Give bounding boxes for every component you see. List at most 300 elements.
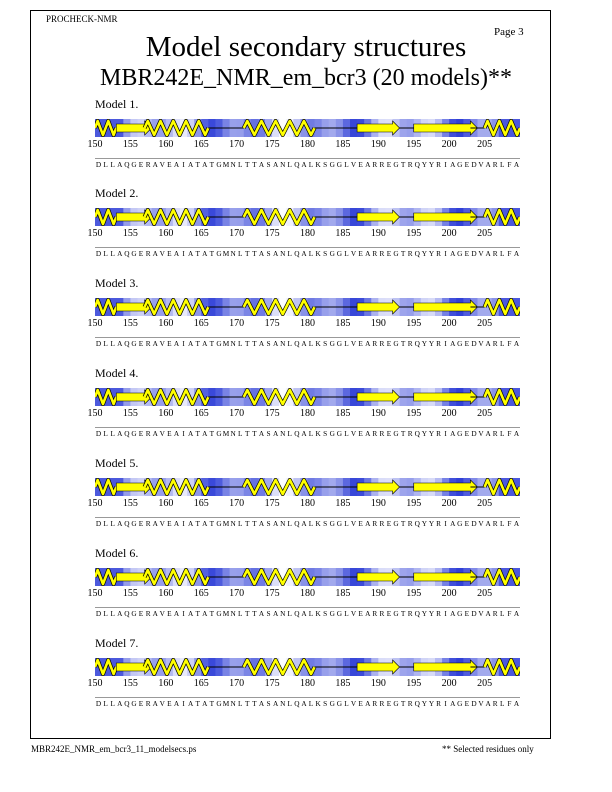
- residue-letter: K: [315, 160, 321, 169]
- model-label: Model 5.: [95, 456, 139, 470]
- residue-letter: L: [308, 160, 314, 169]
- residue-letter: E: [386, 339, 392, 348]
- residue-letter: A: [272, 429, 279, 438]
- residue-letter: A: [117, 160, 123, 169]
- residue-letter: I: [182, 339, 185, 348]
- model-block: [0, 276, 612, 356]
- residue-letter: L: [103, 699, 108, 708]
- residue-letter: N: [230, 699, 236, 708]
- residue-letter: A: [202, 429, 208, 438]
- residue-letter: I: [444, 249, 447, 258]
- residue-letter: K: [315, 339, 321, 348]
- residue-letter: D: [471, 339, 477, 348]
- residue-letter: Y: [421, 519, 428, 528]
- residue-letter: V: [350, 429, 357, 438]
- residue-letter: A: [258, 699, 265, 708]
- residue-tick-label: 200: [441, 408, 457, 419]
- sequence-rule: [95, 247, 520, 248]
- residue-letter: A: [450, 609, 456, 618]
- residue-letter: A: [450, 699, 456, 708]
- residue-letter: R: [379, 429, 385, 438]
- residue-letter: T: [252, 519, 257, 528]
- residue-letter: T: [252, 429, 257, 438]
- residue-letter: Q: [294, 429, 300, 438]
- residue-tick-label: 185: [335, 588, 351, 599]
- residue-letter: D: [95, 609, 102, 618]
- residue-letter: S: [266, 339, 271, 348]
- residue-letter: K: [315, 519, 321, 528]
- residue-tick-label: 200: [441, 318, 457, 329]
- residue-letter: R: [145, 519, 151, 528]
- residue-tick-label: 165: [193, 228, 209, 239]
- residue-letter: L: [103, 429, 108, 438]
- residue-letter: A: [513, 699, 520, 708]
- residue-letter: L: [344, 339, 349, 348]
- residue-letter: E: [167, 699, 172, 708]
- residue-letter: T: [252, 609, 257, 618]
- sequence-rule: [95, 427, 520, 428]
- residue-letter: E: [358, 160, 363, 169]
- residue-letter: A: [272, 609, 279, 618]
- residue-letter: S: [323, 429, 328, 438]
- residue-letter: R: [407, 429, 413, 438]
- residue-letter: G: [216, 429, 222, 438]
- residue-letter: V: [159, 519, 165, 528]
- residue-letter: A: [187, 609, 194, 618]
- residue-letter: D: [95, 429, 102, 438]
- residue-letter: V: [350, 699, 357, 708]
- residue-letter: G: [336, 609, 343, 618]
- residue-letter: A: [513, 519, 520, 528]
- residue-letter: L: [344, 429, 349, 438]
- residue-letter: G: [336, 160, 343, 169]
- residue-letter: Y: [421, 339, 428, 348]
- residue-tick-label: 155: [122, 498, 138, 509]
- residue-letter: A: [173, 609, 180, 618]
- residue-letter: T: [252, 339, 257, 348]
- sequence-rule: [95, 158, 520, 159]
- residue-letter: G: [329, 160, 335, 169]
- residue-letter: R: [407, 699, 413, 708]
- residue-letter: A: [258, 429, 265, 438]
- residue-letter: Q: [124, 339, 130, 348]
- residue-letter: R: [145, 609, 151, 618]
- residue-letter: S: [323, 519, 328, 528]
- residue-tick-label: 205: [477, 678, 493, 689]
- residue-tick-label: 200: [441, 139, 457, 150]
- residue-sequence: [95, 249, 520, 259]
- residue-letter: L: [103, 249, 108, 258]
- residue-sequence: [95, 429, 520, 439]
- residue-letter: G: [131, 609, 137, 618]
- residue-letter: R: [379, 519, 385, 528]
- residue-tick-label: 155: [122, 588, 138, 599]
- residue-tick-label: 160: [158, 139, 174, 150]
- residue-tick-label: 205: [477, 228, 493, 239]
- residue-tick-label: 200: [441, 228, 457, 239]
- residue-tick-label: 170: [229, 318, 245, 329]
- residue-letter: G: [216, 699, 222, 708]
- residue-letter: L: [500, 699, 505, 708]
- residue-letter: D: [95, 249, 102, 258]
- residue-tick-label: 165: [193, 318, 209, 329]
- model-block: [0, 456, 612, 536]
- residue-letter: A: [272, 519, 279, 528]
- residue-letter: Q: [294, 609, 300, 618]
- residue-letter: T: [195, 429, 200, 438]
- sequence-rule: [95, 337, 520, 338]
- residue-letter: Q: [124, 249, 130, 258]
- residue-letter: T: [195, 609, 200, 618]
- residue-letter: N: [280, 249, 286, 258]
- residue-letter: G: [216, 249, 222, 258]
- residue-letter: R: [379, 339, 385, 348]
- residue-letter: V: [350, 249, 357, 258]
- residue-letter: L: [308, 339, 314, 348]
- residue-letter: I: [182, 609, 185, 618]
- residue-tick-label: 180: [300, 498, 315, 509]
- residue-tick-label: 150: [87, 318, 103, 329]
- residue-letter: A: [117, 249, 123, 258]
- residue-letter: N: [230, 249, 236, 258]
- residue-letter: A: [152, 699, 158, 708]
- residue-letter: L: [237, 429, 243, 438]
- residue-letter: R: [372, 519, 378, 528]
- residue-tick-label: 165: [193, 498, 209, 509]
- residue-letter: A: [365, 429, 371, 438]
- residue-letter: A: [301, 609, 307, 618]
- residue-letter: S: [266, 699, 271, 708]
- residue-letter: G: [457, 249, 463, 258]
- residue-letter: E: [167, 429, 172, 438]
- residue-letter: G: [457, 429, 463, 438]
- residue-letter: Q: [414, 429, 420, 438]
- residue-letter: L: [308, 699, 314, 708]
- residue-sequence: [95, 339, 520, 349]
- residue-letter: E: [358, 519, 363, 528]
- residue-tick-label: 170: [229, 139, 245, 150]
- residue-letter: D: [471, 519, 477, 528]
- residue-letter: A: [187, 160, 194, 169]
- residue-tick-label: 185: [335, 408, 351, 419]
- residue-letter: V: [478, 699, 484, 708]
- residue-tick-label: 185: [335, 318, 351, 329]
- residue-letter: S: [266, 249, 271, 258]
- residue-letter: R: [145, 249, 151, 258]
- residue-letter: K: [315, 429, 321, 438]
- residue-tick-label: 170: [229, 228, 245, 239]
- residue-letter: S: [323, 249, 328, 258]
- residue-letter: M: [222, 429, 230, 438]
- residue-letter: A: [272, 249, 279, 258]
- residue-axis: [0, 588, 612, 602]
- residue-letter: A: [173, 699, 180, 708]
- residue-letter: A: [187, 339, 194, 348]
- secondary-structure-bar: [95, 119, 520, 137]
- residue-axis: [0, 678, 612, 692]
- residue-letter: G: [131, 429, 137, 438]
- residue-letter: A: [258, 339, 265, 348]
- residue-letter: M: [222, 339, 230, 348]
- residue-letter: V: [478, 429, 484, 438]
- residue-letter: L: [110, 339, 115, 348]
- residue-letter: R: [407, 160, 413, 169]
- residue-letter: L: [344, 160, 349, 169]
- residue-letter: R: [436, 699, 441, 708]
- residue-letter: D: [471, 429, 477, 438]
- residue-tick-label: 170: [229, 408, 245, 419]
- residue-letter: R: [436, 519, 441, 528]
- residue-tick-label: 200: [441, 498, 457, 509]
- residue-tick-label: 165: [193, 588, 209, 599]
- residue-letter: R: [492, 699, 498, 708]
- residue-letter: N: [280, 339, 286, 348]
- residue-letter: E: [464, 339, 470, 348]
- residue-letter: A: [513, 249, 520, 258]
- residue-tick-label: 175: [264, 588, 280, 599]
- residue-letter: A: [450, 429, 456, 438]
- residue-letter: A: [152, 249, 158, 258]
- residue-letter: R: [372, 339, 378, 348]
- residue-letter: T: [400, 249, 406, 258]
- residue-letter: L: [110, 519, 115, 528]
- residue-letter: T: [209, 429, 215, 438]
- residue-letter: A: [301, 429, 307, 438]
- residue-letter: T: [195, 699, 200, 708]
- residue-letter: V: [350, 160, 357, 169]
- residue-letter: Y: [428, 249, 435, 258]
- residue-letter: V: [350, 609, 357, 618]
- residue-letter: R: [372, 160, 378, 169]
- residue-letter: E: [358, 609, 363, 618]
- residue-letter: Y: [421, 249, 428, 258]
- residue-letter: V: [478, 160, 484, 169]
- residue-letter: L: [500, 519, 505, 528]
- residue-tick-label: 190: [370, 678, 386, 689]
- residue-letter: T: [400, 160, 406, 169]
- secondary-structure-bar: [95, 478, 520, 496]
- residue-letter: A: [365, 160, 371, 169]
- residue-tick-label: 155: [122, 318, 138, 329]
- model-block: [0, 546, 612, 626]
- residue-tick-label: 175: [264, 318, 280, 329]
- residue-tick-label: 170: [229, 498, 245, 509]
- residue-letter: S: [323, 339, 328, 348]
- residue-letter: A: [173, 339, 180, 348]
- residue-letter: Y: [421, 429, 428, 438]
- footer-filename: MBR242E_NMR_em_bcr3_11_modelsecs.ps: [31, 744, 197, 754]
- residue-letter: G: [336, 249, 343, 258]
- residue-letter: A: [173, 519, 180, 528]
- residue-tick-label: 160: [158, 498, 174, 509]
- residue-letter: A: [173, 249, 180, 258]
- residue-letter: S: [266, 609, 271, 618]
- residue-letter: R: [436, 160, 441, 169]
- residue-letter: E: [138, 519, 144, 528]
- residue-letter: G: [393, 429, 399, 438]
- residue-tick-label: 205: [477, 139, 493, 150]
- residue-letter: T: [209, 609, 215, 618]
- residue-letter: E: [138, 160, 144, 169]
- residue-letter: Y: [428, 609, 435, 618]
- residue-letter: Q: [414, 160, 420, 169]
- residue-letter: M: [222, 249, 230, 258]
- residue-letter: N: [280, 429, 286, 438]
- residue-letter: R: [379, 609, 385, 618]
- residue-letter: A: [301, 339, 307, 348]
- residue-letter: L: [237, 160, 243, 169]
- residue-letter: S: [266, 519, 271, 528]
- residue-tick-label: 180: [300, 408, 315, 419]
- residue-letter: Q: [414, 339, 420, 348]
- residue-axis: [0, 498, 612, 512]
- residue-letter: G: [457, 160, 463, 169]
- residue-letter: A: [202, 339, 208, 348]
- residue-letter: E: [386, 609, 392, 618]
- residue-letter: A: [513, 339, 520, 348]
- residue-letter: M: [222, 609, 230, 618]
- model-block: [0, 186, 612, 266]
- residue-letter: L: [500, 429, 505, 438]
- residue-letter: T: [209, 160, 215, 169]
- residue-tick-label: 190: [370, 318, 386, 329]
- residue-letter: D: [471, 609, 477, 618]
- residue-letter: D: [95, 699, 102, 708]
- residue-tick-label: 205: [477, 588, 493, 599]
- residue-letter: T: [252, 249, 257, 258]
- sequence-rule: [95, 697, 520, 698]
- residue-letter: F: [507, 339, 512, 348]
- residue-letter: Y: [428, 429, 435, 438]
- residue-letter: T: [195, 519, 200, 528]
- page-title: Model secondary structures: [145, 31, 467, 63]
- residue-letter: L: [237, 519, 243, 528]
- residue-letter: T: [400, 429, 406, 438]
- residue-letter: L: [308, 429, 314, 438]
- residue-letter: L: [287, 160, 293, 169]
- residue-letter: L: [110, 249, 115, 258]
- residue-letter: G: [336, 519, 343, 528]
- residue-letter: R: [145, 699, 151, 708]
- residue-letter: L: [237, 249, 243, 258]
- residue-letter: A: [513, 160, 520, 169]
- residue-letter: E: [138, 249, 144, 258]
- residue-tick-label: 185: [335, 228, 351, 239]
- residue-letter: G: [329, 699, 335, 708]
- residue-letter: Q: [124, 699, 130, 708]
- residue-axis: [0, 139, 612, 153]
- residue-letter: R: [372, 249, 378, 258]
- residue-letter: G: [336, 429, 343, 438]
- residue-tick-label: 150: [87, 228, 103, 239]
- residue-letter: E: [167, 609, 172, 618]
- residue-letter: A: [202, 160, 208, 169]
- residue-letter: F: [507, 160, 512, 169]
- residue-letter: G: [457, 609, 463, 618]
- residue-letter: R: [379, 699, 385, 708]
- residue-letter: E: [138, 609, 144, 618]
- residue-letter: E: [358, 339, 363, 348]
- residue-axis: [0, 228, 612, 242]
- residue-letter: T: [252, 160, 257, 169]
- residue-letter: L: [500, 609, 505, 618]
- residue-letter: A: [152, 160, 158, 169]
- residue-letter: A: [365, 339, 371, 348]
- sequence-rule: [95, 517, 520, 518]
- residue-letter: T: [195, 160, 200, 169]
- residue-letter: Q: [124, 160, 130, 169]
- model-label: Model 6.: [95, 546, 139, 560]
- residue-letter: R: [372, 429, 378, 438]
- residue-letter: Q: [414, 609, 420, 618]
- residue-letter: E: [167, 160, 172, 169]
- residue-letter: R: [436, 429, 441, 438]
- residue-letter: L: [237, 339, 243, 348]
- residue-letter: E: [464, 160, 470, 169]
- residue-tick-label: 170: [229, 588, 245, 599]
- residue-tick-label: 160: [158, 318, 174, 329]
- residue-letter: A: [152, 429, 158, 438]
- residue-letter: Y: [421, 699, 428, 708]
- residue-letter: N: [230, 609, 236, 618]
- residue-letter: Q: [414, 519, 420, 528]
- residue-letter: N: [280, 609, 286, 618]
- residue-letter: L: [110, 429, 115, 438]
- residue-letter: A: [301, 249, 307, 258]
- residue-letter: V: [478, 609, 484, 618]
- model-label: Model 3.: [95, 276, 139, 290]
- secondary-structure-bar: [95, 568, 520, 586]
- model-block: [0, 97, 612, 177]
- residue-sequence: [95, 699, 520, 709]
- residue-letter: K: [315, 249, 321, 258]
- residue-letter: G: [393, 519, 399, 528]
- residue-letter: R: [492, 429, 498, 438]
- residue-tick-label: 195: [406, 228, 422, 239]
- residue-letter: K: [315, 699, 321, 708]
- residue-letter: A: [272, 699, 279, 708]
- residue-tick-label: 195: [406, 408, 422, 419]
- residue-letter: L: [308, 609, 314, 618]
- residue-letter: A: [202, 609, 208, 618]
- residue-letter: A: [187, 699, 194, 708]
- residue-letter: Q: [294, 519, 300, 528]
- residue-tick-label: 195: [406, 139, 422, 150]
- residue-letter: S: [266, 429, 271, 438]
- residue-letter: Q: [124, 429, 130, 438]
- model-label: Model 2.: [95, 186, 139, 200]
- residue-letter: R: [492, 339, 498, 348]
- residue-letter: V: [478, 339, 484, 348]
- residue-letter: G: [393, 339, 399, 348]
- residue-letter: T: [209, 519, 215, 528]
- secondary-structure-bar: [95, 658, 520, 676]
- residue-tick-label: 160: [158, 228, 174, 239]
- residue-letter: E: [167, 339, 172, 348]
- residue-sequence: [95, 519, 520, 529]
- residue-tick-label: 165: [193, 408, 209, 419]
- residue-letter: E: [464, 519, 470, 528]
- residue-letter: G: [393, 609, 399, 618]
- residue-letter: N: [280, 699, 286, 708]
- residue-letter: Q: [124, 609, 130, 618]
- residue-letter: Y: [428, 339, 435, 348]
- residue-letter: K: [315, 609, 321, 618]
- residue-letter: G: [216, 519, 222, 528]
- residue-letter: G: [131, 160, 137, 169]
- residue-letter: R: [145, 429, 151, 438]
- residue-letter: L: [500, 339, 505, 348]
